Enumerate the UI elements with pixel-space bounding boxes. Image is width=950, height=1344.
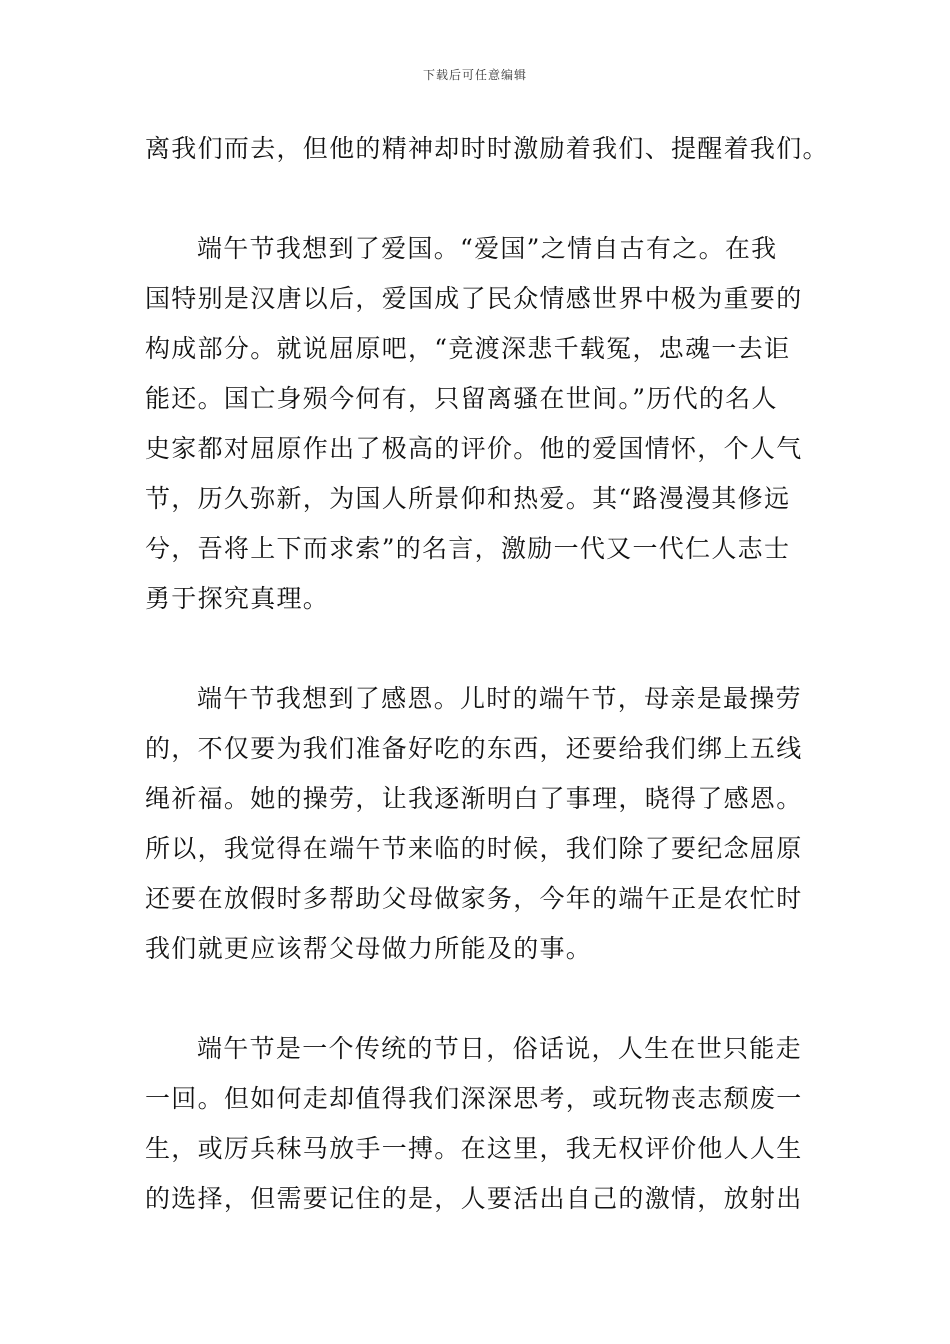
text-line: 端午节我想到了感恩。儿时的端午节，母亲是最操劳	[197, 684, 802, 713]
paragraph	[145, 1024, 815, 1224]
text-line: 所以，我觉得在端午节来临的时候，我们除了要纪念屈原	[145, 834, 803, 863]
text-line: 构成部分。就说屈原吧，“竞渡深悲千载冤，忠魂一去讵	[145, 334, 791, 363]
text-line: 生，或厉兵秣马放手一搏。在这里，我无权评价他人人生	[145, 1134, 803, 1163]
paragraph	[145, 674, 815, 974]
paragraph-gap	[145, 174, 815, 224]
paragraph	[145, 224, 815, 624]
text-line: 能还。国亡身殒今何有，只留离骚在世间。”历代的名人	[145, 384, 778, 413]
text-line: 绳祈福。她的操劳，让我逐渐明白了事理，晓得了感恩。	[145, 784, 803, 813]
text-line: 勇于探究真理。	[145, 584, 330, 613]
paragraph-gap	[145, 974, 815, 1024]
text-line: 离我们而去，但他的精神却时时激励着我们、提醒着我们。	[145, 134, 829, 163]
page-header: 下载后可任意编辑	[422, 68, 527, 82]
paragraph	[145, 124, 829, 174]
text-line: 国特别是汉唐以后，爱国成了民众情感世界中极为重要的	[145, 284, 803, 313]
text-line: 节，历久弥新，为国人所景仰和热爱。其“路漫漫其修远	[145, 484, 791, 513]
text-line: 端午节我想到了爱国。“爱国”之情自古有之。在我	[197, 234, 778, 263]
text-line: 一回。但如何走却值得我们深深思考，或玩物丧志颓废一	[145, 1084, 803, 1113]
paragraph-gap	[145, 624, 815, 674]
text-line: 史家都对屈原作出了极高的评价。他的爱国情怀，个人气	[145, 434, 803, 463]
text-line: 端午节是一个传统的节日，俗话说，人生在世只能走	[197, 1034, 802, 1063]
text-line: 兮，吾将上下而求索”的名言，激励一代又一代仁人志士	[145, 534, 791, 563]
text-line: 还要在放假时多帮助父母做家务，今年的端午正是农忙时	[145, 884, 803, 913]
text-line: 我们就更应该帮父母做力所能及的事。	[145, 934, 593, 963]
text-line: 的选择，但需要记住的是，人要活出自己的激情，放射出	[145, 1184, 803, 1213]
document-body	[145, 124, 829, 1224]
text-line: 的，不仅要为我们准备好吃的东西，还要给我们绑上五线	[145, 734, 803, 763]
